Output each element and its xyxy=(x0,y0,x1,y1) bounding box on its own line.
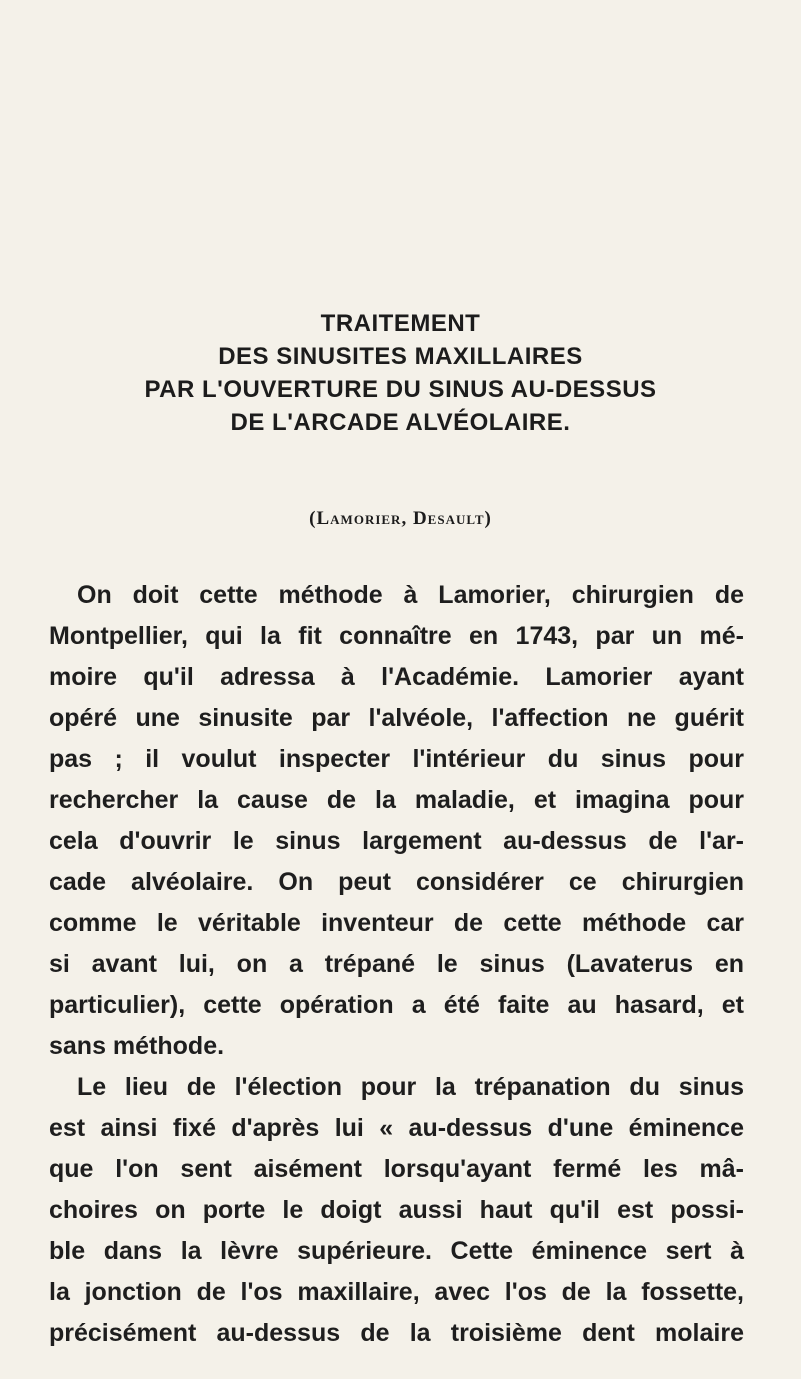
paragraph-line: On doit cette méthode à Lamorier, chirurgien de xyxy=(77,581,744,609)
paragraph-line: pas ; il voulut inspecter l'intérieur du sinus pour xyxy=(49,745,744,773)
paragraph-line: moire qu'il adressa à l'Académie. Lamorier ayant xyxy=(49,663,744,691)
paragraph-line: particulier), cette opération a été faite au hasard, et xyxy=(49,991,744,1019)
paragraph-line: Montpellier, qui la fit connaître en 1743, par un mé- xyxy=(49,622,744,650)
paragraph-line: opéré une sinusite par l'alvéole, l'affection ne guérit xyxy=(49,704,744,732)
paragraph-line: Le lieu de l'élection pour la trépanation du sinus xyxy=(77,1073,744,1101)
paragraph-line: précisément au-dessus de la troisième dent molaire xyxy=(49,1319,744,1347)
title-line-3: PAR L'OUVERTURE DU SINUS AU-DESSUS xyxy=(144,376,657,403)
paragraph-line: cade alvéolaire. On peut considérer ce chirurgien xyxy=(49,868,744,896)
title-line-1: TRAITEMENT xyxy=(320,310,481,337)
paragraph-line: choires on porte le doigt aussi haut qu'il est possi- xyxy=(49,1196,744,1224)
paragraph-line: si avant lui, on a trépané le sinus (Lavaterus en xyxy=(49,950,744,978)
paragraph-line: comme le véritable inventeur de cette méthode car xyxy=(49,909,744,937)
paragraph-line: la jonction de l'os maxillaire, avec l'os de la fossette, xyxy=(49,1278,744,1306)
paragraph-line: sans méthode. xyxy=(49,1032,225,1060)
title-line-2: DES SINUSITES MAXILLAIRES xyxy=(218,343,583,370)
paragraph-line: rechercher la cause de la maladie, et imagina pour xyxy=(49,786,744,814)
paragraph-line: cela d'ouvrir le sinus largement au-dessus de l'ar- xyxy=(49,827,744,855)
paragraph-line: ble dans la lèvre supérieure. Cette éminence sert à xyxy=(49,1237,744,1265)
authors-attribution: (Lamorier, Desault) xyxy=(309,508,492,529)
title-line-4: DE L'ARCADE ALVÉOLAIRE. xyxy=(230,409,571,436)
paragraph-line: que l'on sent aisément lorsqu'ayant fermé les mâ- xyxy=(49,1155,744,1183)
paragraph-line: est ainsi fixé d'après lui « au-dessus d'une éminence xyxy=(49,1114,744,1142)
